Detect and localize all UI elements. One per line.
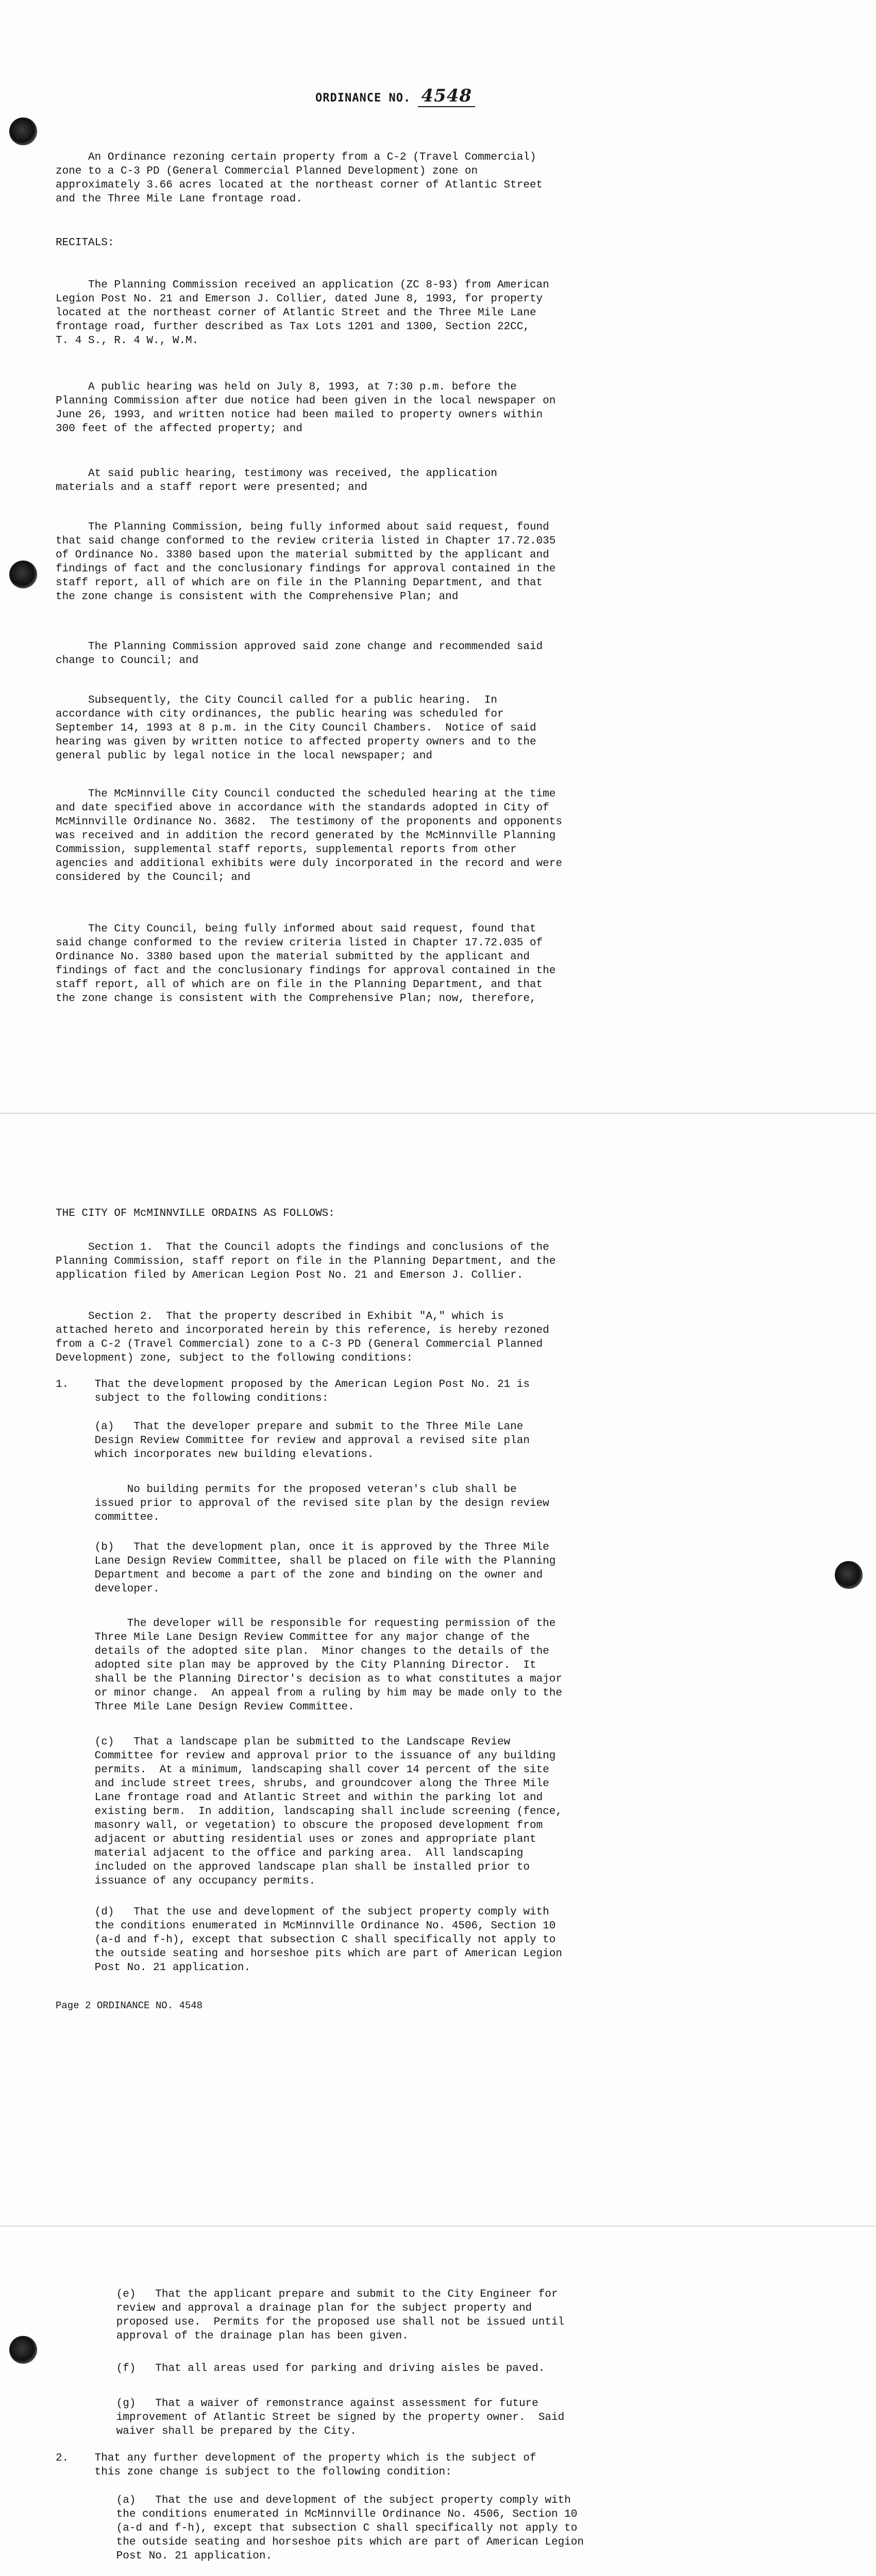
condition-g: (g) That a waiver of remonstrance against assessment for future improvement of Atlantic Street be signed by the property owner. Said waiver shall be prepared by the City.	[116, 2398, 565, 2437]
condition-f: (f) That all areas used for parking and driving aisles be paved.	[77, 2363, 545, 2375]
section-1: Section 1. That the Council adopts the findings and conclusions of the Planning Commission, staff report on file in the Planning Department, and the application filed by American Legion Post No. 21 and Emerson J. Collier.	[56, 1242, 556, 1281]
condition-item-1: 1. That the development proposed by the American Legion Post No. 21 is subject to the following conditions:	[56, 1379, 530, 1404]
condition-c: (c) That a landscape plan be submitted to the Landscape Review Committee for review and approval prior to the issuance of any building permits. At a minimum, landscaping shall cover 14 percent of the site and include street trees, shrubs, and groundcover along the Three Mile Lane frontage road and Atlantic Street and within the parking lot and existing berm. In addition, landscaping shall include screening (fence, masonry wall, or vegetation) to obscure the proposed development from adjacent or abutting residential uses or zones and appropriate plant material adjacent to the office and parking area. All landscaping included on the approved landscape plan shall be installed prior to issuance of any occupancy permits.	[94, 1736, 562, 1887]
condition-a: (a) That the use and development of the subject property comply with the conditions enumerated in McMinnville Ordinance No. 4506, Section 10 (a-d and f-h), except that subsection C shall specifically not apply to the outside seating and horseshoe pits which are part of American Legion Post No. 21 application.	[116, 2495, 584, 2562]
ordinance-number-handwritten: 4548	[418, 86, 475, 107]
recital-paragraph: The McMinnville City Council conducted the scheduled hearing at the time and date specified above in accordance with the standards adopted in City of McMinnville Ordinance No. 3682. The testimony of the proponents and opponents was received and in addition the record generated by the McMinnville Planning Commission, supplemental staff reports, supplemental reports from other agencies and additional exhibits were duly incorporated in the record and were considered by the Council; and	[56, 788, 562, 884]
punch-hole-icon	[835, 1561, 863, 1589]
punch-hole-icon	[9, 2336, 37, 2364]
title-prefix: ORDINANCE NO.	[315, 92, 411, 105]
recital-paragraph: Subsequently, the City Council called for a public hearing. In accordance with city ordinances, the public hearing was scheduled for September 14, 1993 at 8 p.m. in the City Council Chambers. Notice of said hearing was given by written notice to affected property owners and to the general public by legal notice in the local newspaper; and	[56, 694, 536, 762]
ordinance-page-1	[0, 0, 876, 1113]
page-footer: Page 2 ORDINANCE NO. 4548	[56, 2000, 203, 2011]
recital-paragraph: A public hearing was held on July 8, 1993, at 7:30 p.m. before the Planning Commission after due notice had been given in the local newspaper on June 26, 1993, and written notice had been mailed to property owners within 300 feet of the affected property; and	[56, 381, 556, 435]
condition-b: (b) That the development plan, once it is approved by the Three Mile Lane Design Review Committee, shall be placed on file with the Planning Department and become a part of the zone and binding on the owner and developer.	[94, 1541, 556, 1595]
punch-hole-icon	[9, 561, 37, 588]
recital-paragraph: The Planning Commission received an application (ZC 8-93) from American Legion Post No. 21 and Emerson J. Collier, dated June 8, 1993, for property located at the northeast corner of Atlantic Street and the Three Mile Lane frontage road, further described as Tax Lots 1201 and 1300, Section 22CC, T. 4 S., R. 4 W., W.M.	[56, 279, 549, 347]
ordinance-page-3	[0, 2226, 876, 2576]
condition-b-note: The developer will be responsible for requesting permission of the Three Mile Lane Design Review Committee for any major change of the details of the adopted site plan. Minor changes to the details of the adopted site plan may be approved by the City Planning Director. It shall be the Planning Director's decision as to what constitutes a major or minor change. An appeal from a ruling by him may be made only to the Three Mile Lane Design Review Committee.	[94, 1618, 562, 1713]
ordinance-title	[315, 86, 475, 106]
recital-paragraph: At said public hearing, testimony was received, the application materials and a staff report were presented; and	[56, 468, 497, 494]
condition-d: (d) That the use and development of the subject property comply with the conditions enumerated in McMinnville Ordinance No. 4506, Section 10 (a-d and f-h), except that subsection C shall specifically not apply to the outside seating and horseshoe pits which are part of American Legion Post No. 21 application.	[94, 1906, 562, 1974]
recitals-heading: RECITALS:	[56, 237, 114, 249]
punch-hole-icon	[9, 117, 37, 145]
condition-item-2: 2. That any further development of the property which is the subject of this zone change is subject to the following condition:	[56, 2452, 536, 2478]
recital-paragraph: The City Council, being fully informed about said request, found that said change conformed to the review criteria listed in Chapter 17.72.035 of Ordinance No. 3380 based upon the material submitted by the applicant and findings of fact and the conclusionary findings for approval contained in the staff report, all of which are on file in the Planning Department, and that the zone change is consistent with the Comprehensive Plan; now, therefore,	[56, 923, 556, 1005]
ordains-heading: THE CITY OF McMINNVILLE ORDAINS AS FOLLOWS:	[56, 1208, 335, 1219]
condition-e: (e) That the applicant prepare and submit to the City Engineer for review and approval a drainage plan for the subject property and proposed use. Permits for the proposed use shall not be issued until approval of the drainage plan has been given.	[116, 2289, 565, 2342]
ordinance-intro: An Ordinance rezoning certain property from a C-2 (Travel Commercial) zone to a C-3 PD (General Commercial Planned Development) zone on approximately 3.66 acres located at the northeast corner of Atlantic Street and the Three Mile Lane frontage road.	[56, 151, 543, 205]
condition-a: (a) That the developer prepare and submit to the Three Mile Lane Design Review Committee for review and approval a revised site plan which incorporates new building elevations.	[94, 1421, 530, 1461]
recital-paragraph: The Planning Commission, being fully informed about said request, found that said change conformed to the review criteria listed in Chapter 17.72.035 of Ordinance No. 3380 based upon the material submitted by the applicant and findings of fact and the conclusionary findings for approval contained in the staff report, all of which are on file in the Planning Department, and that the zone change is consistent with the Comprehensive Plan; and	[56, 521, 556, 603]
ordinance-page-2	[0, 1113, 876, 2227]
section-2: Section 2. That the property described in Exhibit "A," which is attached hereto and incorporated herein by this reference, is hereby rezoned from a C-2 (Travel Commercial) zone to a C-3 PD (General Commercial Planned Development) zone, subject to the following conditions:	[56, 1311, 549, 1364]
recital-paragraph: The Planning Commission approved said zone change and recommended said change to Council; and	[56, 641, 543, 667]
condition-a-note: No building permits for the proposed veteran's club shall be issued prior to approval of the revised site plan by the design review committee.	[94, 1484, 549, 1523]
